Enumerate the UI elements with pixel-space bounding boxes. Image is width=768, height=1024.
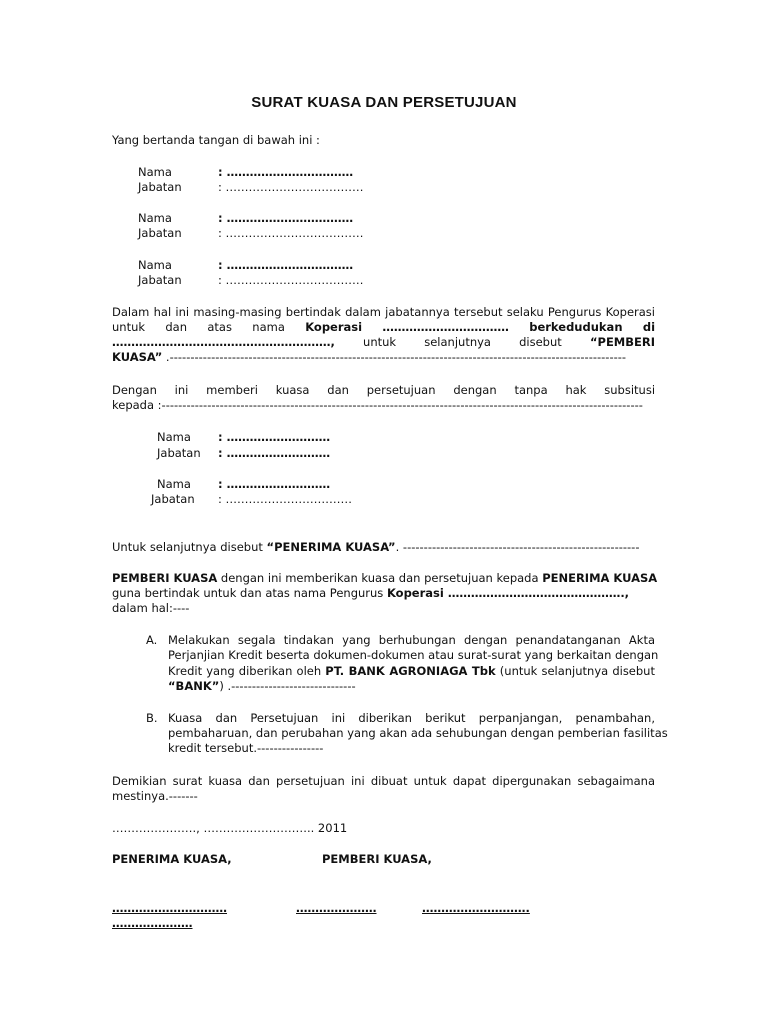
para5-line1: Demikian surat kuasa dan persetujuan ini dibuat untuk dapat dipergunakan sebagaimana bbox=[112, 774, 655, 788]
grantee-2-jabatan-value: : …………………………… bbox=[218, 492, 353, 506]
signature-label-pemberi: PEMBERI KUASA, bbox=[322, 852, 432, 866]
item-b-line1: Kuasa dan Persetujuan ini diberikan berikut perpanjangan, penambahan, bbox=[168, 711, 655, 725]
grantor-3-jabatan-value: : ……………………………… bbox=[218, 273, 364, 287]
para2-line2: kepada :-------------------------------------------------------------------------------------------------------------------- bbox=[112, 398, 643, 412]
para4-line1: PEMBERI KUASA dengan ini memberikan kuasa dan persetujuan kepada PENERIMA KUASA bbox=[112, 571, 658, 585]
grantee-2-nama-value: : ……………………… bbox=[218, 477, 331, 491]
grantor-1-nama-label: Nama bbox=[138, 165, 172, 179]
para1-line3: …………………………………………………, untuk selanjutnya disebut “PEMBERI bbox=[112, 335, 655, 349]
item-b-line2: pembaharuan, dan perubahan yang akan ada sehubungan dengan pemberian fasilitas bbox=[168, 726, 668, 740]
para4-line2: guna bertindak untuk dan atas nama Pengurus Koperasi ………………………………………., bbox=[112, 586, 630, 600]
grantor-3-jabatan-label: Jabatan bbox=[138, 273, 182, 287]
grantor-2-jabatan-label: Jabatan bbox=[138, 226, 182, 240]
grantor-3-nama-value: : …………………………… bbox=[218, 258, 354, 272]
para4-line3: dalam hal:---- bbox=[112, 601, 190, 615]
item-b-marker: B. bbox=[146, 711, 158, 725]
grantee-2-nama-label: Nama bbox=[157, 477, 191, 491]
signature-label-penerima: PENERIMA KUASA, bbox=[112, 852, 232, 866]
grantor-2-nama-label: Nama bbox=[138, 211, 172, 225]
item-b-line3: kredit tersebut.---------------- bbox=[168, 741, 324, 755]
para2-line1: Dengan ini memberi kuasa dan persetujuan dengan tanpa hak subsitusi bbox=[112, 383, 656, 397]
para1-line2: untuk dan atas nama Koperasi …………………………… berkedudukan di bbox=[112, 320, 656, 334]
para1-line1: Dalam hal ini masing-masing bertindak dalam jabatannya tersebut selaku Pengurus Koperasi bbox=[112, 305, 655, 319]
item-a-line4: “BANK”) .------------------------------ bbox=[168, 679, 356, 693]
item-a-line2: Perjanjian Kredit beserta dokumen-dokumen atau surat-surat yang berkaitan dengan bbox=[168, 648, 659, 662]
intro-text: Yang bertanda tangan di bawah ini : bbox=[112, 133, 320, 147]
item-a-line3: Kredit yang diberikan oleh PT. BANK AGRONIAGA Tbk (untuk selanjutnya disebut bbox=[168, 664, 655, 678]
grantee-2-jabatan-label: Jabatan bbox=[151, 492, 195, 506]
grantee-1-jabatan-value: : ……………………… bbox=[218, 446, 331, 460]
grantee-1-nama-label: Nama bbox=[157, 430, 191, 444]
grantor-1-jabatan-label: Jabatan bbox=[138, 180, 182, 194]
grantee-1-jabatan-label: Jabatan bbox=[157, 446, 201, 460]
para1-line4: KUASA” .-------------------------------------------------------------------------------------------------------------- bbox=[112, 350, 627, 364]
date-line: …………………., ……………………….. 2011 bbox=[112, 821, 348, 835]
para5-line2: mestinya.------- bbox=[112, 789, 198, 803]
grantee-1-nama-value: : ……………………… bbox=[218, 430, 331, 444]
grantor-1-jabatan-value: : ……………………………… bbox=[218, 180, 364, 194]
grantor-2-jabatan-value: : ……………………………… bbox=[218, 226, 364, 240]
signature-line-4: ………………… bbox=[112, 916, 193, 930]
grantor-3-nama-label: Nama bbox=[138, 258, 172, 272]
signature-line-2: ………………… bbox=[296, 901, 377, 915]
item-a-line1: Melakukan segala tindakan yang berhubungan dengan penandatanganan Akta bbox=[168, 633, 655, 647]
document-title: SURAT KUASA DAN PERSETUJUAN bbox=[251, 94, 517, 111]
grantor-2-nama-value: : …………………………… bbox=[218, 211, 354, 225]
signature-line-1: ………………………… bbox=[112, 901, 227, 915]
para3-line: Untuk selanjutnya disebut “PENERIMA KUASA”. --------------------------------------------------------- bbox=[112, 540, 640, 554]
grantor-1-nama-value: : …………………………… bbox=[218, 165, 354, 179]
item-a-marker: A. bbox=[146, 633, 158, 647]
signature-line-3: ………………………. bbox=[422, 901, 530, 915]
